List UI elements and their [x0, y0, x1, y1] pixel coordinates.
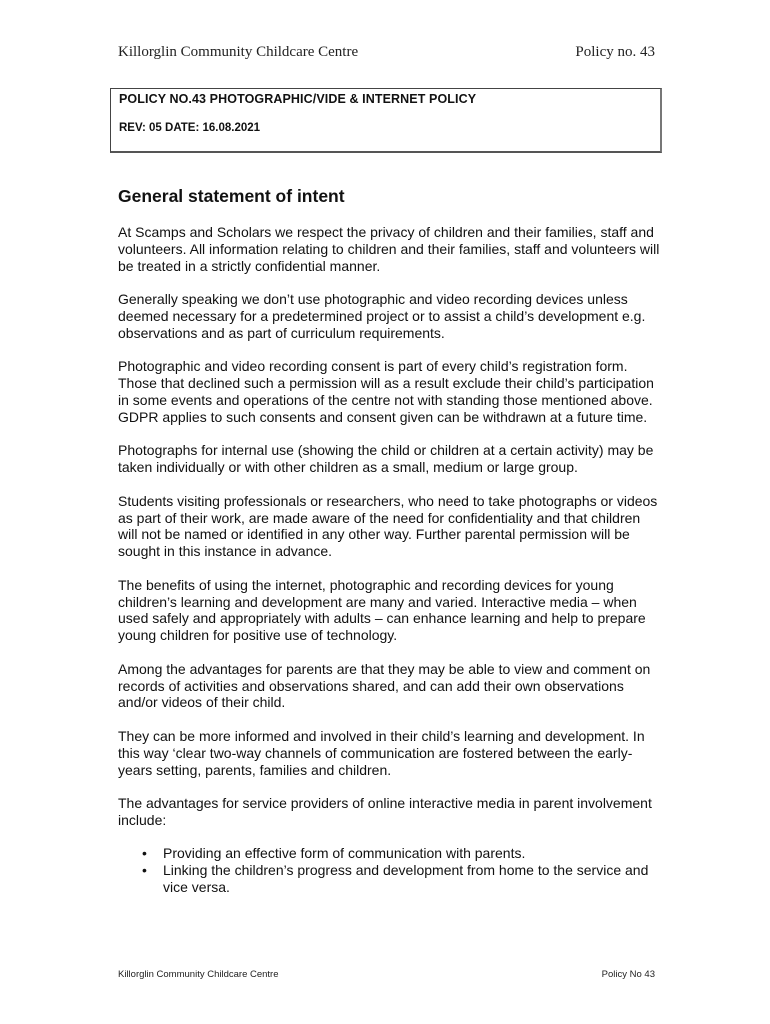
- bullet-icon: •: [142, 845, 147, 862]
- policy-title: POLICY NO.43 PHOTOGRAPHIC/VIDE & INTERNET POLICY: [119, 92, 477, 106]
- bullet-item: [118, 845, 663, 862]
- paragraph: Photographs for internal use (showing the child or children at a certain activity) may be taken individually or with other children as a small, medium or large group.: [118, 442, 654, 476]
- paragraph: Among the advantages for parents are that they may be able to view and comment on records of activities and observations shared, and can add their own observations and/or videos of their child.: [118, 660, 651, 711]
- page-header: [118, 44, 655, 61]
- paragraph: Photographic and video recording consent is part of every child’s registration form. Those that declined such a permission will as a result exclude their child’s participation in some events and operations of the centre not with standing those mentioned above. GDPR applies to such consents and consent given can be withdrawn at a future time.: [118, 358, 654, 425]
- bullet-icon: •: [142, 862, 147, 879]
- body-text: [118, 224, 663, 896]
- paragraph: Students visiting professionals or researchers, who need to take photographs or videos as part of their work, are made aware of the need for confidentiality and that children will not be named or identified in any other way. Further parental permission will be sought in this instance in advance.: [118, 492, 658, 560]
- bullet-item: [118, 862, 663, 896]
- paragraph: Generally speaking we don’t use photographic and video recording devices unless deemed necessary for a predetermined project or to assist a child’s development e.g. observations and as part of curriculum requirements.: [118, 291, 646, 341]
- paragraph: The advantages for service providers of online interactive media in parent involvement include:: [118, 795, 652, 828]
- section-heading: General statement of intent: [118, 186, 345, 206]
- bullet-list: [118, 845, 663, 895]
- bullet-text: Providing an effective form of communication with parents.: [163, 845, 526, 862]
- policy-revision: REV: 05 DATE: 16.08.2021: [119, 122, 261, 134]
- paragraph: The benefits of using the internet, photographic and recording devices for young children’s learning and development are many and varied. Interactive media – when used safely and appropriately with adults – can enhance learning and help to prepare young children for positive use of technology.: [118, 576, 646, 644]
- paragraph: They can be more informed and involved in their child’s learning and development. In this way ‘clear two-way channels of communication are fostered between the early-years setting, parents, families and children.: [118, 727, 645, 778]
- bullet-text: Linking the children’s progress and development from home to the service and vice versa.: [163, 862, 649, 896]
- paragraph: At Scamps and Scholars we respect the privacy of children and their families, staff and volunteers. All information relating to children and their families, staff and volunteers will be treated in a strictly confidential manner.: [118, 224, 660, 274]
- policy-info-box: [110, 88, 662, 153]
- footer-organization: Killorglin Community Childcare Centre: [118, 969, 279, 980]
- footer-policy-number: Policy No 43: [601, 969, 655, 980]
- header-policy-number: Policy no. 43: [575, 44, 655, 60]
- header-organization: Killorglin Community Childcare Centre: [118, 44, 359, 60]
- page-footer: [118, 969, 655, 980]
